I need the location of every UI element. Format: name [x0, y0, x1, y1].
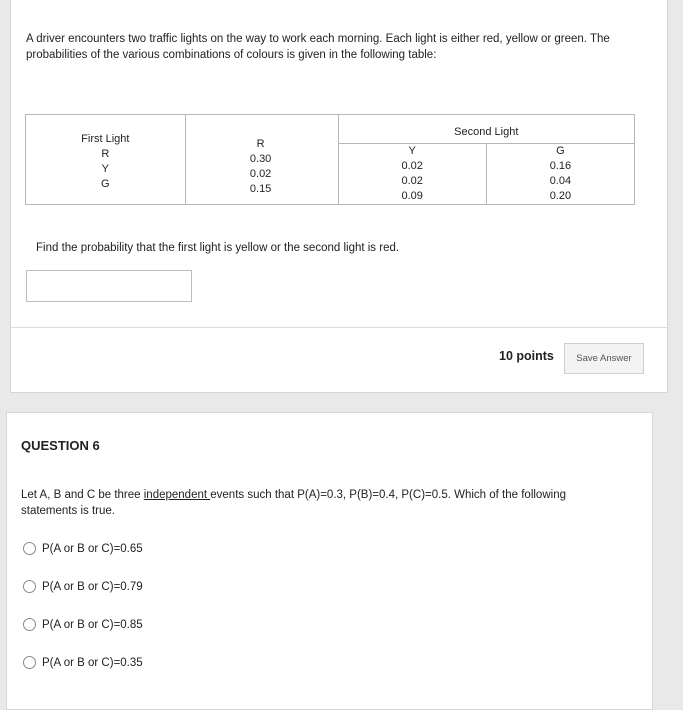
option-1-label: P(A or B or C)=0.65: [42, 542, 143, 555]
second-r-cell: [185, 115, 338, 205]
second-light-label: Second Light: [454, 126, 519, 138]
independent-link: independent: [143, 489, 211, 501]
question-5-text: A driver encounters two traffic lights on the way to work each morning. Each light is either red, yellow or green. The probabilities of the various combinations of colours is given in the following table:: [26, 33, 610, 61]
option-2[interactable]: [23, 580, 143, 593]
save-answer-button[interactable]: Save Answer: [564, 343, 644, 374]
col-g-value-3: 0.20: [549, 190, 572, 202]
col-r-value-2: 0.02: [249, 168, 272, 180]
col-g-value-1: 0.16: [549, 160, 572, 172]
option-3[interactable]: [23, 618, 143, 631]
question-6-text-end: events such that P(A)=0.3, P(B)=0.4, P(C)=0.5. Which of the following statements is true.: [21, 489, 566, 517]
first-light-label: First Light: [81, 133, 130, 145]
col-g-value-2: 0.04: [549, 175, 572, 187]
question-5-prompt: Find the probability that the first light is yellow or the second light is red.: [36, 242, 400, 254]
col-y-value-3: 0.09: [401, 190, 423, 202]
option-4[interactable]: [23, 656, 143, 669]
option-2-label: P(A or B or C)=0.79: [42, 580, 143, 593]
divider: [11, 327, 667, 328]
question-6-panel: [6, 412, 653, 710]
col-r-header: R: [256, 138, 265, 150]
question-title: QUESTION 6: [21, 438, 100, 453]
col-g: [486, 144, 634, 204]
first-light-row-y: Y: [101, 163, 109, 175]
radio-button[interactable]: [23, 580, 36, 593]
col-r-value-1: 0.30: [249, 153, 272, 165]
probability-table: [25, 114, 635, 205]
option-4-label: P(A or B or C)=0.35: [42, 656, 143, 669]
first-light-cell: [26, 115, 186, 205]
col-y: [339, 144, 486, 204]
radio-button[interactable]: [23, 656, 36, 669]
col-y-value-2: 0.02: [401, 175, 423, 187]
radio-button[interactable]: [23, 542, 36, 555]
col-y-header: Y: [408, 145, 416, 157]
second-light-cell: [338, 115, 634, 205]
first-light-row-g: G: [101, 178, 110, 190]
first-light-row-r: R: [101, 148, 110, 160]
col-g-header: G: [556, 145, 565, 157]
question-6-text: [21, 487, 621, 519]
answer-input[interactable]: [26, 270, 192, 302]
option-3-label: P(A or B or C)=0.85: [42, 618, 143, 631]
option-1[interactable]: [23, 542, 143, 555]
col-r-value-3: 0.15: [249, 183, 272, 195]
question-5-panel: [10, 0, 668, 393]
radio-button[interactable]: [23, 618, 36, 631]
question-6-text-start: Let A, B and C be three: [21, 489, 144, 501]
col-y-value-1: 0.02: [401, 160, 423, 172]
points-label: 10 points: [499, 349, 554, 363]
